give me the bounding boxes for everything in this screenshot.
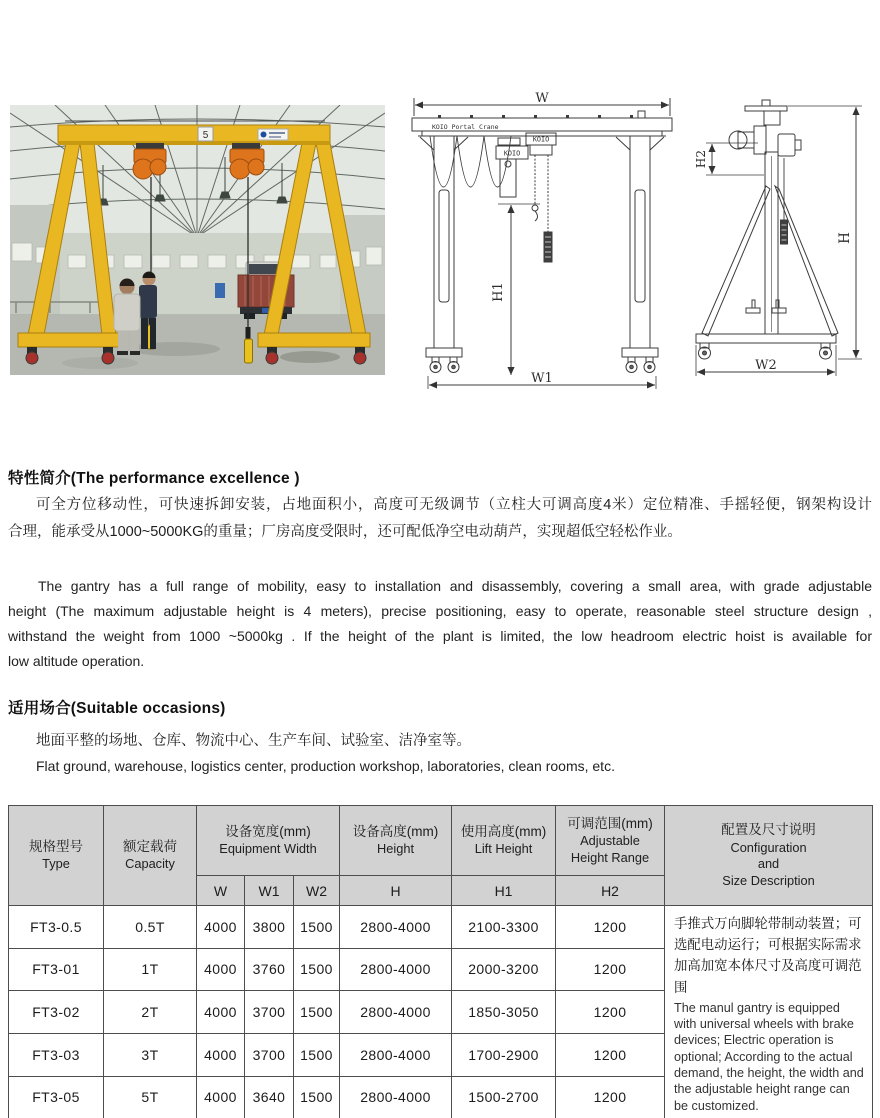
cell-type: FT3-01 [9,948,104,991]
occasions-section-heading: 适用场合(Suitable occasions) [8,700,226,717]
cell-capacity: 5T [104,1076,197,1118]
gantry-crane-photo-illustration [10,105,385,375]
cell-w2: 1500 [294,948,340,991]
cell-w2: 1500 [294,1033,340,1076]
cell-h1: 1850-3050 [452,991,556,1034]
header-adjust-zh: 可调范围(mm) [567,815,653,831]
hoist-label-2: KOIO [532,135,550,144]
cell-w2: 1500 [294,906,340,949]
header-capacity-zh: 额定载荷 [123,839,177,855]
blue-drum [215,283,225,298]
cell-h1: 2100-3300 [452,906,556,949]
cell-w1: 3640 [245,1076,294,1118]
spec-table-wrap [8,805,873,1118]
cell-h2: 1200 [556,906,665,949]
header-capacity-en: Capacity [125,856,175,872]
performance-zh-paragraph [8,492,872,546]
cell-h1: 1700-2900 [452,1033,556,1076]
subheader-w1: W1 [245,876,294,906]
subheader-w: W [197,876,245,906]
header-lift-zh: 使用高度(mm) [460,824,547,840]
brand-plate [258,129,288,140]
cell-type: FT3-05 [9,1076,104,1118]
cell-w1: 3700 [245,1033,294,1076]
config-note-en: The manul gantry is equipped with universal wheels with brake devices; Electric operation is optional; According to the actual demand, the height, the width and the adjustable height range can be customized. [674,1000,864,1113]
cell-h2: 1200 [556,948,665,991]
performance-en-line-1: The gantry has a full range of mobility, easy to installation and disassembly, covering a small area, with grade adjustable [38,578,872,594]
dim-label-w: W [535,92,549,106]
performance-en-line-4: low altitude operation. [8,653,145,669]
cell-h: 2800-4000 [340,948,452,991]
occasions-en-line: Flat ground, warehouse, logistics center, production workshop, laboratories, clean rooms, etc. [36,758,615,774]
header-adjustable-range [556,806,665,876]
header-config-zh: 配置及尺寸说明 [721,822,816,838]
performance-en-line-2: height (The maximum adjustable height is 4 meters), precise positioning, easy to operate, reasonable steel structure design , [8,603,872,619]
dim-label-h: H [837,232,853,244]
performance-en-line-3: withstand the weight from 1000 ~5000kg . If the height of the plant is limited, the low headroom electric hoist is available for [8,628,872,644]
cell-h2: 1200 [556,1033,665,1076]
subheader-h: H [340,876,452,906]
hoist-label-1: KOIO [503,149,521,158]
subheader-h1: H1 [452,876,556,906]
performance-en-paragraph [8,574,872,674]
performance-section-heading: 特性简介(The performance excellence ) [8,470,300,487]
cell-w: 4000 [197,948,245,991]
header-config-en3: Size Description [722,872,815,888]
header-config-en2: and [757,856,780,872]
front-view-drawing [398,92,686,390]
product-photo [10,105,385,375]
cell-w1: 3760 [245,948,294,991]
cell-type: FT3-03 [9,1033,104,1076]
cell-w: 4000 [197,1033,245,1076]
cell-h: 2800-4000 [340,1033,452,1076]
cell-type: FT3-02 [9,991,104,1034]
table-row [9,906,873,949]
header-height-en: Height [377,841,415,857]
config-note-zh: 手推式万向脚轮带制动装置；可选配电动运行；可根据实际需求加高加宽本体尺寸及高度可调范围 [674,916,862,995]
header-row-1 [9,806,873,876]
side-view-drawing [688,92,878,392]
header-lift-en: Lift Height [474,841,533,857]
beam-sign-number: 5 [202,130,209,141]
cell-type: FT3-0.5 [9,906,104,949]
cell-w2: 1500 [294,1076,340,1118]
header-lift-height [452,806,556,876]
cell-capacity: 1T [104,948,197,991]
cell-h: 2800-4000 [340,906,452,949]
subheader-h2: H2 [556,876,665,906]
header-type [9,806,104,906]
performance-zh-line-2: 合理，能承受从1000~5000KG的重量；厂房高度受限时，还可配低净空电动葫芦，实现超低空轻松作业。 [8,524,682,540]
cell-h2: 1200 [556,991,665,1034]
cell-w1: 3700 [245,991,294,1034]
header-adjust-en1: Adjustable [580,832,640,848]
cell-w1: 3800 [245,906,294,949]
cell-w: 4000 [197,906,245,949]
cell-capacity: 3T [104,1033,197,1076]
dim-label-w2: W2 [755,358,777,373]
cell-h: 2800-4000 [340,991,452,1034]
header-config-en1: Configuration [730,839,807,855]
spec-table [8,805,873,1118]
header-type-en: Type [42,856,70,872]
cell-w: 4000 [197,1076,245,1118]
cell-h: 2800-4000 [340,1076,452,1118]
header-width-zh: 设备宽度(mm) [225,824,311,840]
cell-w2: 1500 [294,991,340,1034]
brand-text: KOIO Portal Crane [432,123,499,131]
performance-zh-line-1: 可全方位移动性，可快速拆卸安装，占地面积小，高度可无级调节（立柱大可调高度4米）定位精准、手摇轻便，钢架构设计 [36,497,872,513]
occasions-zh-line: 地面平整的场地、仓库、物流中心、生产车间、试验室、洁净室等。 [36,733,471,749]
header-equipment-height [340,806,452,876]
dim-label-w1: W1 [531,371,553,386]
header-width-en: Equipment Width [219,841,317,857]
subheader-w2: W2 [294,876,340,906]
cell-h1: 1500-2700 [452,1076,556,1118]
header-capacity [104,806,197,906]
cell-w: 4000 [197,991,245,1034]
header-type-zh: 规格型号 [29,839,83,855]
header-equipment-width [197,806,340,876]
header-adjust-en2: Height Range [570,849,650,865]
header-height-zh: 设备高度(mm) [352,824,439,840]
header-configuration [665,806,873,906]
cell-configuration-note [665,906,873,1118]
cell-h1: 2000-3200 [452,948,556,991]
cell-capacity: 0.5T [104,906,197,949]
cell-capacity: 2T [104,991,197,1034]
dim-label-h1: H1 [491,282,506,302]
dim-label-h2: H2 [694,149,708,169]
cell-h2: 1200 [556,1076,665,1118]
